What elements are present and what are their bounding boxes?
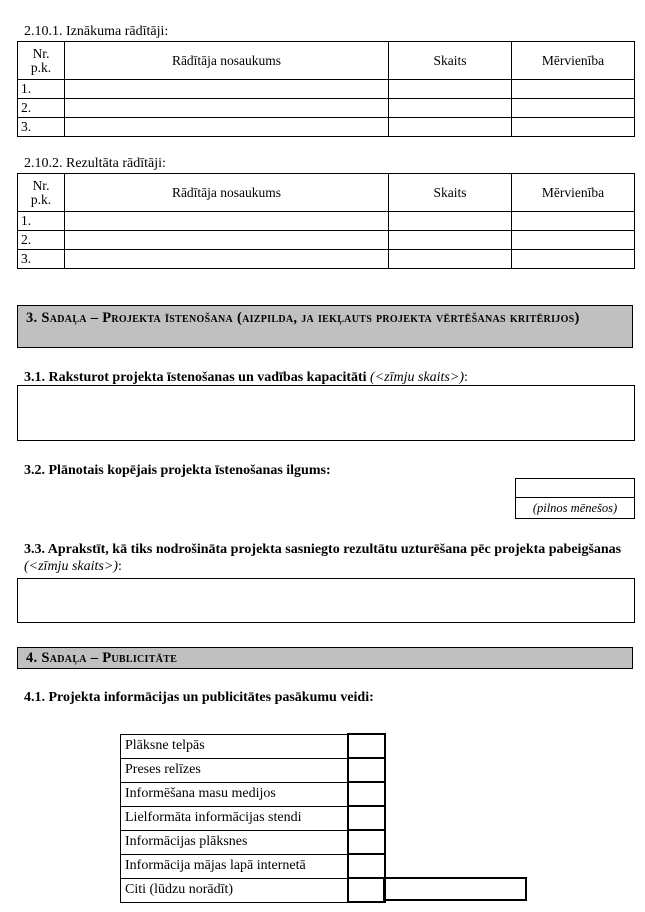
question-3-3 (24, 541, 629, 575)
list-item (121, 830, 386, 854)
duration-unit-label: (pilnos mēnešos) (515, 497, 635, 519)
list-item (121, 878, 386, 902)
col-unit-header: Mērvienība (512, 42, 635, 80)
col-unit-header: Mērvienība (512, 174, 635, 212)
capacity-textarea[interactable] (17, 385, 635, 441)
publicity-checkbox[interactable] (348, 782, 385, 806)
question-3-3-hint: (<zīmju skaits>) (24, 559, 118, 574)
publicity-item-label: Citi (lūdzu norādīt) (121, 878, 349, 902)
publicity-item-label: Preses relīzes (121, 758, 349, 782)
question-3-3-suffix: : (117, 559, 122, 574)
question-3-2: 3.2. Plānotais kopējais projekta īstenošanas ilgums: (24, 463, 331, 478)
row-number: 1. (18, 80, 65, 99)
name-cell[interactable] (65, 80, 389, 99)
col-name-header: Rādītāja nosaukums (65, 174, 389, 212)
output-indicators-table (17, 41, 635, 137)
publicity-checkbox[interactable] (348, 758, 385, 782)
question-3-1-hint: (<zīmju skaits>) (370, 370, 464, 385)
list-item (121, 806, 386, 830)
table-row (18, 118, 635, 137)
publicity-table (120, 733, 386, 903)
count-cell[interactable] (389, 80, 512, 99)
count-cell[interactable] (389, 231, 512, 250)
duration-input[interactable] (515, 478, 635, 498)
col-nr-header: Nr. p.k. (18, 174, 65, 212)
row-number: 3. (18, 250, 65, 269)
name-cell[interactable] (65, 118, 389, 137)
table-row (18, 212, 635, 231)
count-cell[interactable] (389, 118, 512, 137)
list-item (121, 758, 386, 782)
section-4-title: 4. Sadaļa – Publicitāte (17, 647, 633, 669)
unit-cell[interactable] (512, 80, 635, 99)
table-row (18, 250, 635, 269)
publicity-item-label: Informēšana masu medijos (121, 782, 349, 806)
name-cell[interactable] (65, 99, 389, 118)
name-cell[interactable] (65, 212, 389, 231)
list-item (121, 782, 386, 806)
publicity-checkbox[interactable] (348, 830, 385, 854)
result-indicators-table (17, 173, 635, 269)
count-cell[interactable] (389, 250, 512, 269)
other-specify-input[interactable] (383, 877, 527, 901)
col-nr-header: Nr. p.k. (18, 42, 65, 80)
list-item (121, 854, 386, 878)
table-row (18, 80, 635, 99)
table-row (18, 231, 635, 250)
result-indicators-caption: 2.10.2. Rezultāta rādītāji: (24, 156, 166, 171)
publicity-checkbox[interactable] (348, 734, 385, 758)
col-count-header: Skaits (389, 42, 512, 80)
unit-cell[interactable] (512, 99, 635, 118)
question-3-3-label: 3.3. Aprakstīt, kā tiks nodrošināta projekta sasniegto rezultātu uzturēšana pēc projekta pabeigšanas (24, 542, 622, 557)
publicity-item-label: Informācija mājas lapā internetā (121, 854, 349, 878)
question-3-1 (24, 369, 468, 386)
count-cell[interactable] (389, 99, 512, 118)
publicity-checkbox[interactable] (348, 854, 385, 878)
col-count-header: Skaits (389, 174, 512, 212)
unit-cell[interactable] (512, 250, 635, 269)
publicity-item-label: Informācijas plāksnes (121, 830, 349, 854)
question-4-1: 4.1. Projekta informācijas un publicitātes pasākumu veidi: (24, 690, 374, 705)
publicity-item-label: Lielformāta informācijas stendi (121, 806, 349, 830)
question-3-1-label: 3.1. Raksturot projekta īstenošanas un vadības kapacitāti (24, 370, 367, 385)
output-indicators-caption: 2.10.1. Iznākuma rādītāji: (24, 24, 169, 39)
row-number: 1. (18, 212, 65, 231)
name-cell[interactable] (65, 231, 389, 250)
count-cell[interactable] (389, 212, 512, 231)
sustainability-textarea[interactable] (17, 578, 635, 623)
unit-cell[interactable] (512, 118, 635, 137)
col-name-header: Rādītāja nosaukums (65, 42, 389, 80)
section-3-title: 3. Sadaļa – Projekta īstenošana (aizpilda, ja iekļauts projekta vērtēšanas kritērijos) (17, 305, 633, 348)
name-cell[interactable] (65, 250, 389, 269)
row-number: 3. (18, 118, 65, 137)
table-row (18, 99, 635, 118)
unit-cell[interactable] (512, 212, 635, 231)
publicity-item-label: Plāksne telpās (121, 734, 349, 758)
row-number: 2. (18, 99, 65, 118)
list-item (121, 734, 386, 758)
unit-cell[interactable] (512, 231, 635, 250)
publicity-checkbox[interactable] (348, 806, 385, 830)
row-number: 2. (18, 231, 65, 250)
question-3-1-suffix: : (464, 370, 468, 385)
publicity-checkbox[interactable] (348, 878, 385, 902)
